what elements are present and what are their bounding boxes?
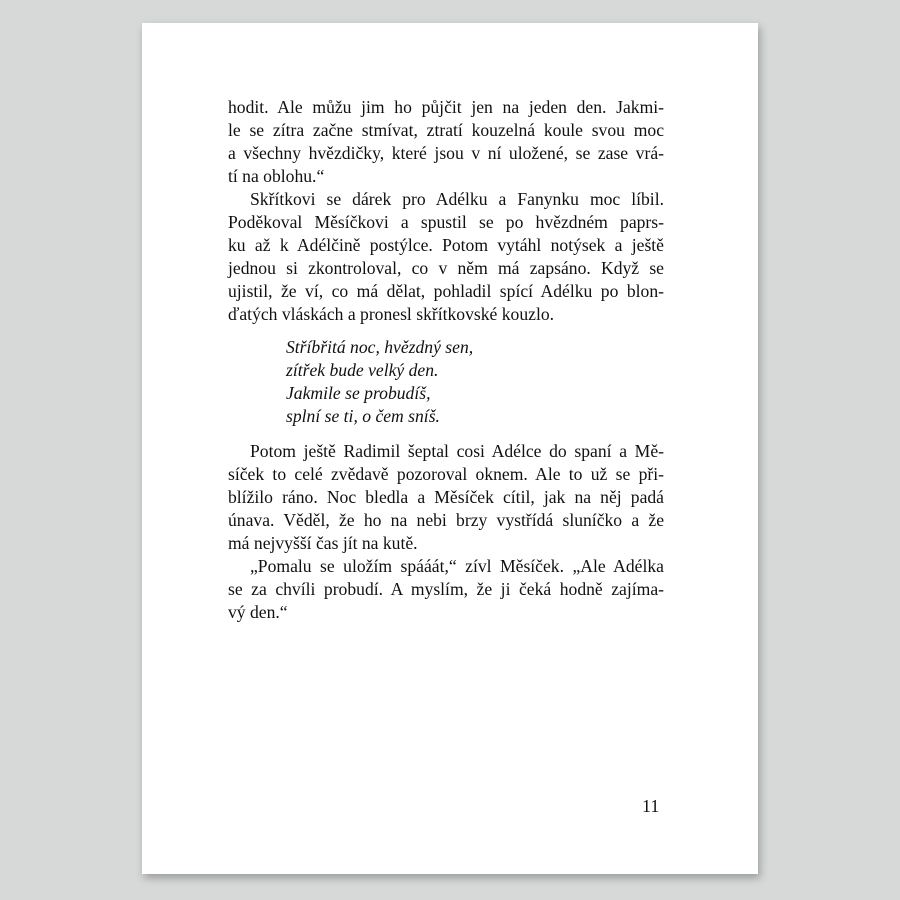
paragraph-2 xyxy=(228,188,664,326)
text-line: Potom ještě Radimil šeptal cosi Adélce do spaní a Mě- xyxy=(250,441,664,461)
text-line: tí na oblohu.“ xyxy=(228,166,325,186)
text-line: se za chvíli probudí. A myslím, že ji čeká hodně zajíma- xyxy=(228,579,664,599)
text-line: ujistil, že ví, co má dělat, pohladil spící Adélku po blon- xyxy=(228,281,664,301)
paragraph-1 xyxy=(228,96,664,188)
text-line: „Pomalu se uložím spááát,“ zívl Měsíček. „Ale Adélka xyxy=(250,556,664,576)
text-line: le se zítra začne stmívat, ztratí kouzelná koule svou moc xyxy=(228,120,664,140)
text-line: Skřítkovi se dárek pro Adélku a Fanynku moc líbil. xyxy=(250,189,664,209)
text-line: vý den.“ xyxy=(228,602,288,622)
book-page xyxy=(142,23,758,874)
text-line: jednou si zkontroloval, co v něm má zapsáno. Když se xyxy=(228,258,664,278)
text-line: má nejvyšší čas jít na kutě. xyxy=(228,533,418,553)
text-line: ku až k Adélčině postýlce. Potom vytáhl notýsek a ještě xyxy=(228,235,664,255)
poem-line: Jakmile se probudíš, xyxy=(286,383,431,403)
text-line: a všechny hvězdičky, které jsou v ní uložené, se zase vrá- xyxy=(228,143,664,163)
text-line: únava. Věděl, že ho na nebi brzy vystřídá sluníčko a že xyxy=(228,510,664,530)
text-line: hodit. Ale můžu jim ho půjčit jen na jeden den. Jakmi- xyxy=(228,97,664,117)
paragraph-4 xyxy=(228,555,664,624)
text-line: blížilo ráno. Noc bledla a Měsíček cítil, jak na něj padá xyxy=(228,487,664,507)
poem-line: splní se ti, o čem sníš. xyxy=(286,406,440,426)
text-line: Poděkoval Měsíčkovi a spustil se po hvězdném paprs- xyxy=(228,212,664,232)
text-line: síček to celé zvědavě pozoroval oknem. Ale to už se při- xyxy=(228,464,664,484)
page-text xyxy=(228,96,664,624)
poem-line: zítřek bude velký den. xyxy=(286,360,439,380)
poem-line: Stříbřitá noc, hvězdný sen, xyxy=(286,337,474,357)
page-number: 11 xyxy=(642,796,660,816)
poem-verse xyxy=(228,336,664,428)
text-line: ďatých vláskách a pronesl skřítkovské kouzlo. xyxy=(228,304,555,324)
paragraph-3 xyxy=(228,440,664,555)
